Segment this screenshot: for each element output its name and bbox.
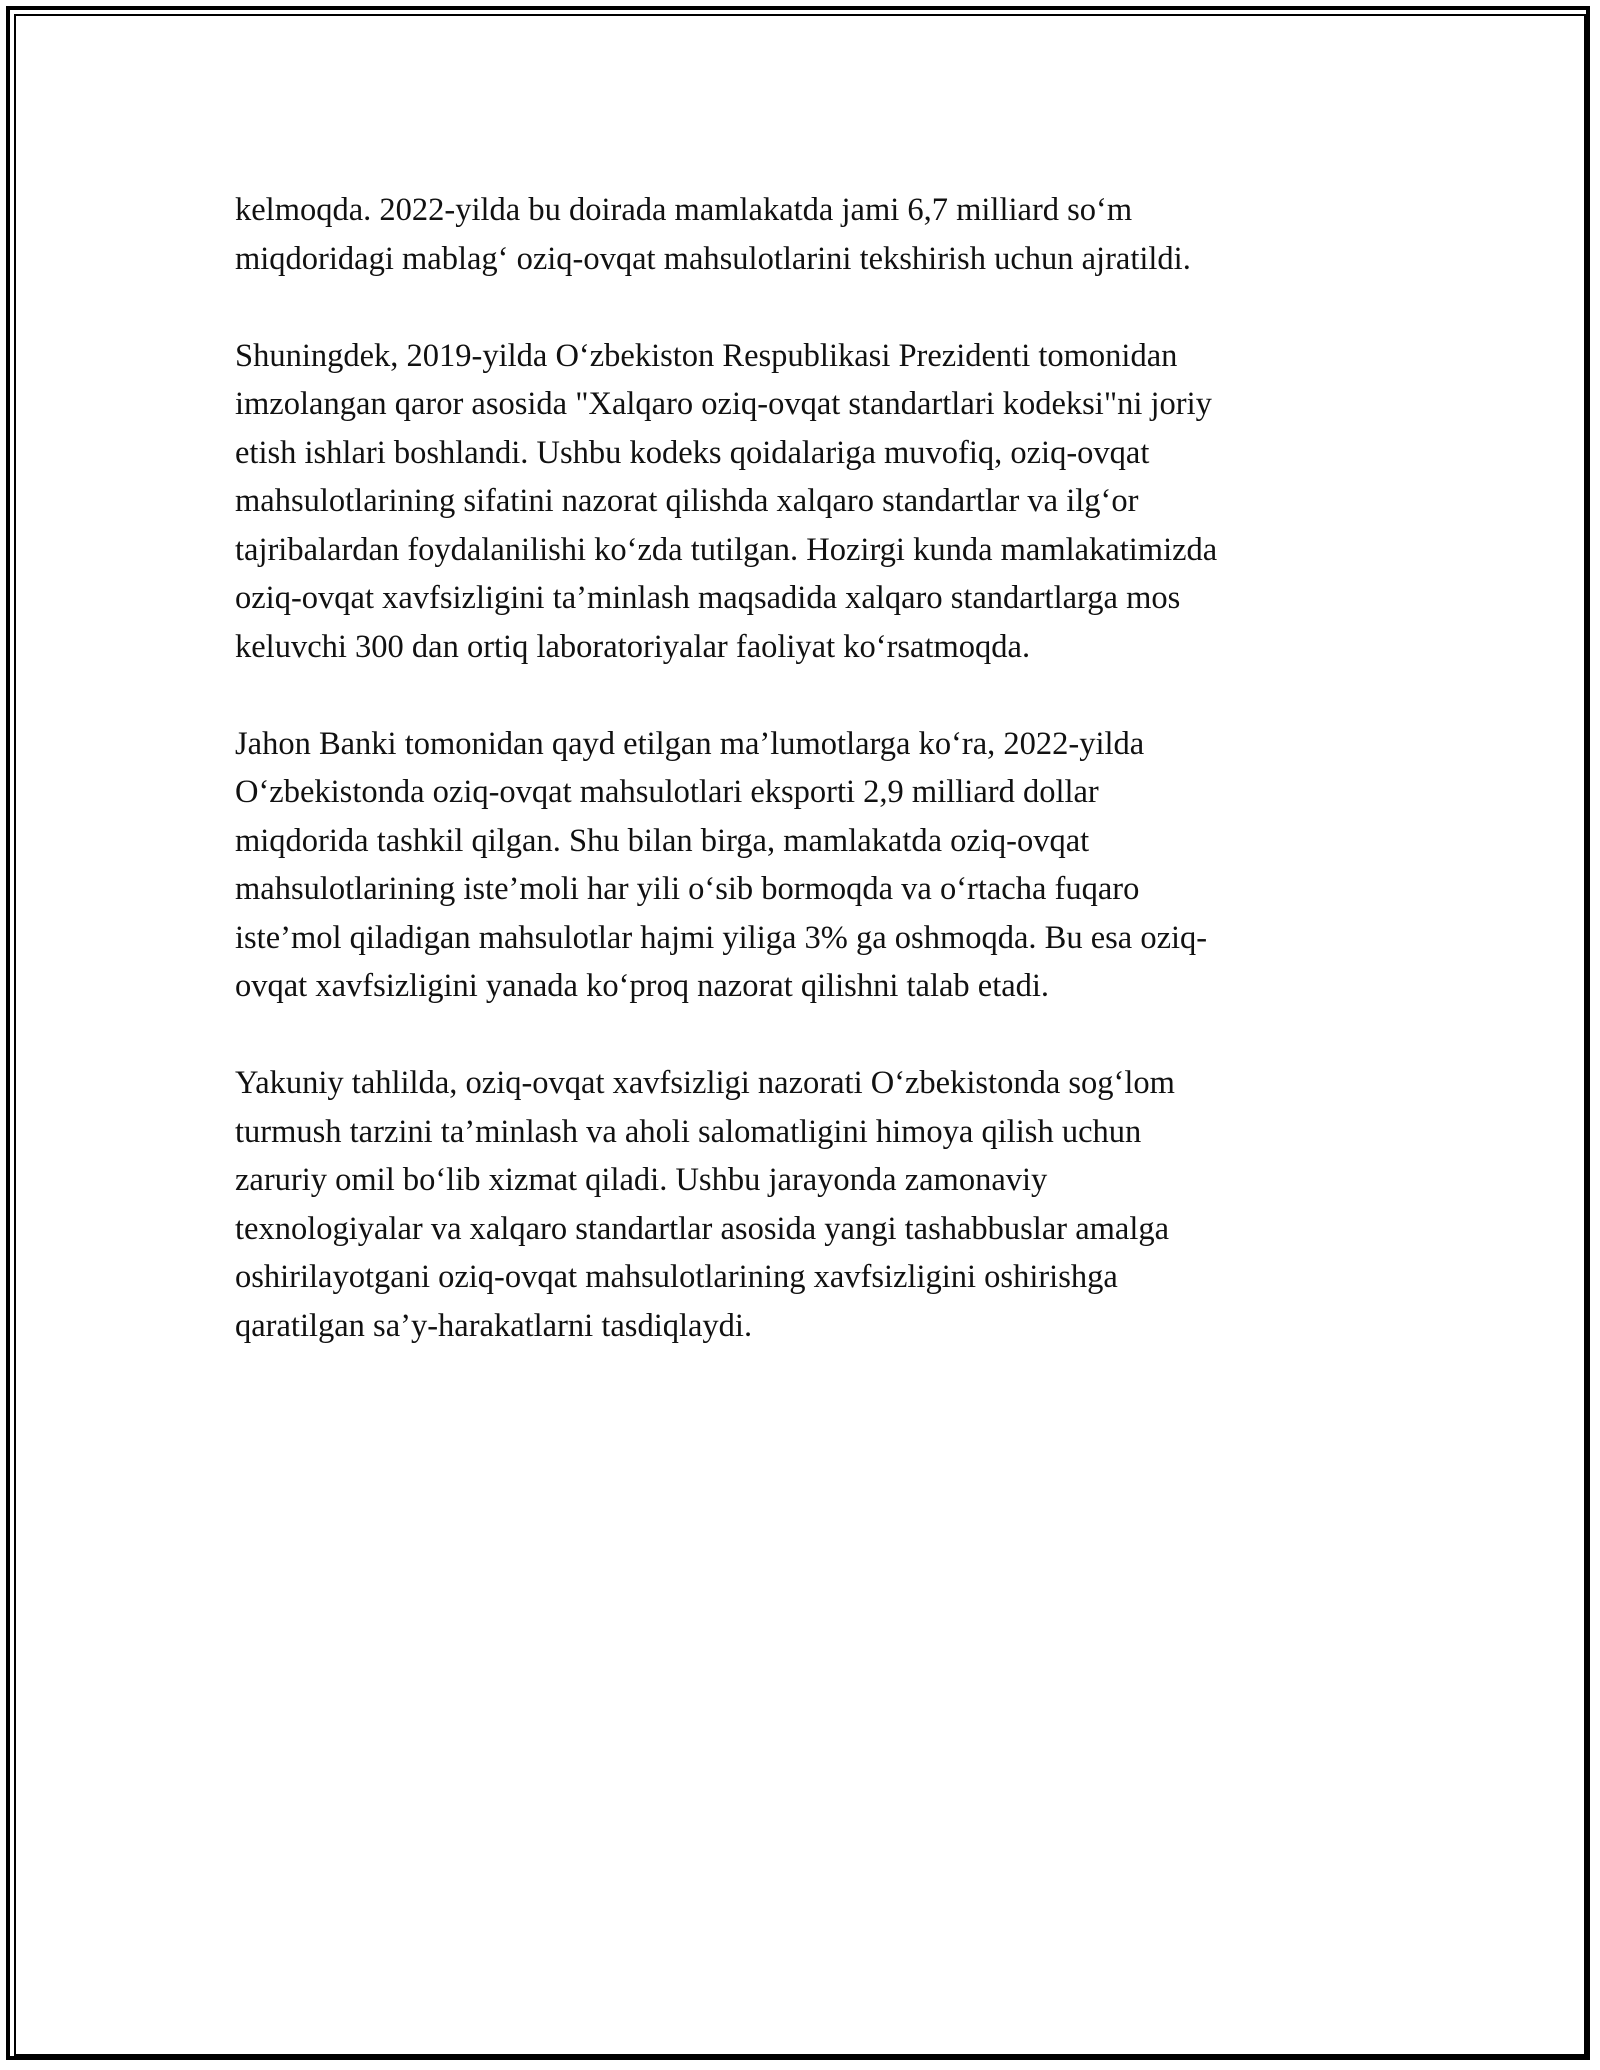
text-line: Yakuniy tahlilda, oziq-ovqat xavfsizligi nazorati O‘zbekistonda sog‘lom xyxy=(235,1065,1175,1101)
text-line: miqdorida tashkil qilgan. Shu bilan birga, mamlakatda oziq-ovqat xyxy=(235,822,1090,859)
paragraph-budget xyxy=(235,186,1370,283)
paragraph-world-bank xyxy=(235,720,1370,1011)
text-line: etish ishlari boshlandi. Ushbu kodeks qoidalariga muvofiq, oziq-ovqat xyxy=(235,434,1150,471)
text-line: O‘zbekistonda oziq-ovqat mahsulotlari eksporti 2,9 milliard dollar xyxy=(235,774,1099,810)
document-body xyxy=(235,186,1370,1399)
text-line: keluvchi 300 dan ortiq laboratoriyalar faoliyat ko‘rsatmoqda. xyxy=(235,628,1031,665)
text-line: ovqat xavfsizligini yanada ko‘proq nazorat qilishni talab etadi. xyxy=(235,968,1050,1004)
text-line: Jahon Banki tomonidan qayd etilgan ma’lumotlarga ko‘ra, 2022-yilda xyxy=(235,725,1145,762)
text-line: texnologiyalar va xalqaro standartlar asosida yangi tashabbuslar amalga xyxy=(235,1210,1170,1247)
text-line: qaratilgan sa’y-harakatlarni tasdiqlaydi. xyxy=(235,1307,753,1344)
text-line: mahsulotlarining iste’moli har yili o‘sib bormoqda va o‘rtacha fuqaro xyxy=(235,871,1140,907)
paragraph-codex xyxy=(235,332,1370,672)
text-line: miqdoridagi mablag‘ oziq-ovqat mahsulotlarini tekshirish uchun ajratildi. xyxy=(235,240,1191,277)
text-line: iste’mol qiladigan mahsulotlar hajmi yiliga 3% ga oshmoqda. Bu esa oziq- xyxy=(235,919,1208,956)
text-line: tajribalardan foydalanilishi ko‘zda tutilgan. Hozirgi kunda mamlakatimizda xyxy=(235,531,1218,568)
text-line: oziq-ovqat xavfsizligini ta’minlash maqsadida xalqaro standartlarga mos xyxy=(235,580,1181,616)
text-line: turmush tarzini ta’minlash va aholi salomatligini himoya qilish uchun xyxy=(235,1113,1142,1150)
text-line: mahsulotlarining sifatini nazorat qilishda xalqaro standartlar va ilg‘or xyxy=(235,483,1139,519)
text-line: zaruriy omil bo‘lib xizmat qiladi. Ushbu jarayonda zamonaviy xyxy=(235,1162,1048,1198)
text-line: oshirilayotgani oziq-ovqat mahsulotlarining xavfsizligini oshirishga xyxy=(235,1259,1118,1295)
text-line: kelmoqda. 2022-yilda bu doirada mamlakatda jami 6,7 milliard so‘m xyxy=(235,192,1133,228)
text-line: Shuningdek, 2019-yilda O‘zbekiston Respublikasi Prezidenti tomonidan xyxy=(235,337,1178,374)
text-line: imzolangan qaror asosida "Xalqaro oziq-ovqat standartlari kodeksi"ni joriy xyxy=(235,386,1212,422)
paragraph-conclusion xyxy=(235,1059,1370,1350)
